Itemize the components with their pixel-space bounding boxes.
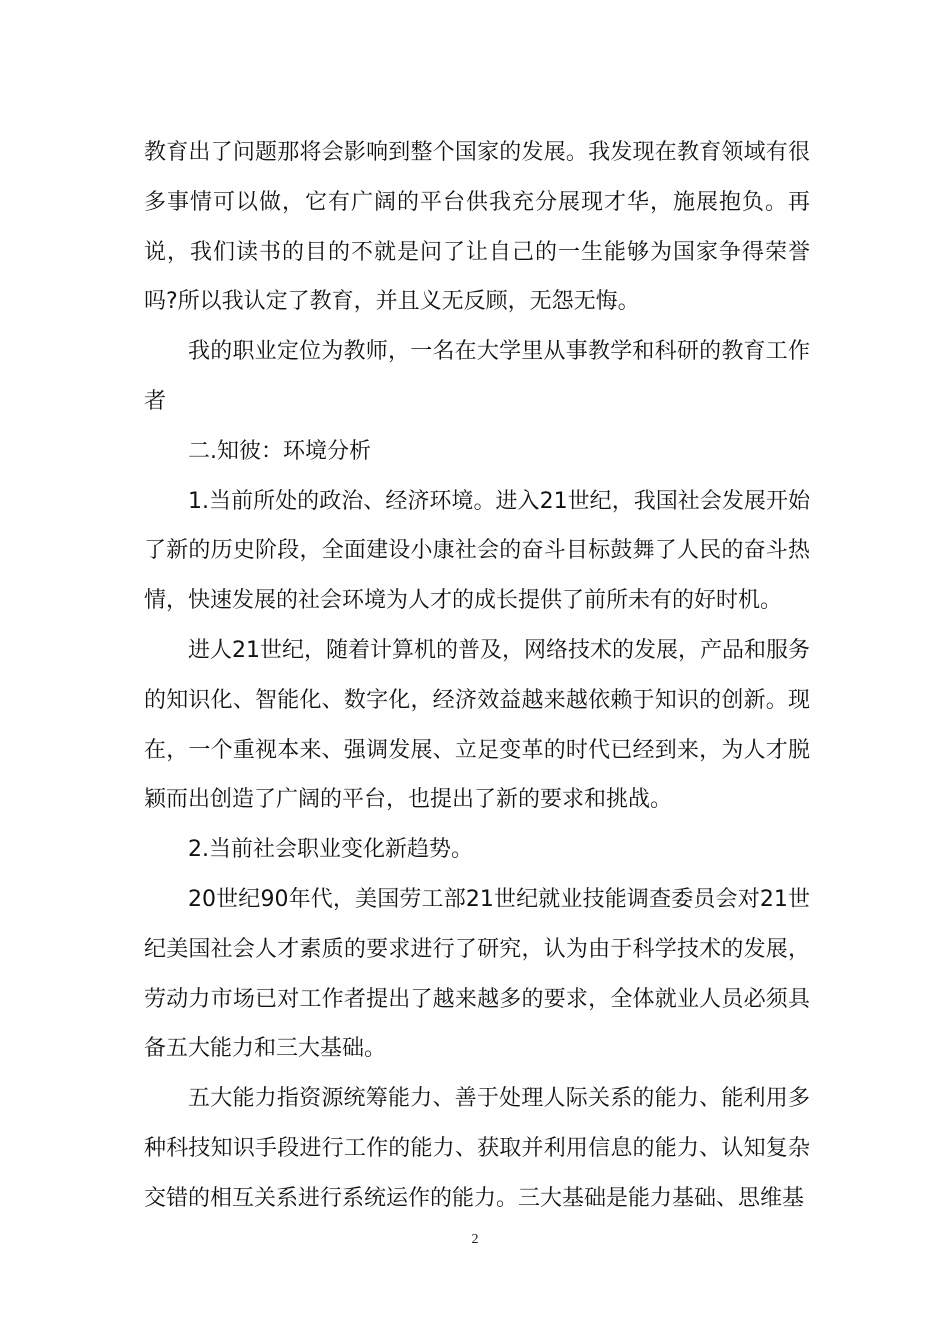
paragraph-3: 1.当前所处的政治、经济环境。进入21世纪，我国社会发展开始了新的历史阶段，全面建设小康社会的奋斗目标鼓舞了人民的奋斗热情，快速发展的社会环境为人才的成长提供了前所未有的好时机。 bbox=[144, 488, 810, 614]
page-number: 2 bbox=[471, 1232, 479, 1247]
body-text bbox=[144, 128, 810, 1224]
paragraph-2: 我的职业定位为教师，一名在大学里从事教学和科研的教育工作者 bbox=[144, 339, 810, 414]
paragraph-4: 进人21世纪，随着计算机的普及，网络技术的发展，产品和服务的知识化、智能化、数字化，经济效益越来越依赖于知识的创新。现在，一个重视本来、强调发展、立足变革的时代已经到来，为人才脱颖而出创造了广阔的平台，也提出了新的要求和挑战。 bbox=[144, 637, 810, 813]
section-heading: 二.知彼：环境分析 bbox=[188, 438, 371, 464]
paragraph-7: 五大能力指资源统筹能力、善于处理人际关系的能力、能利用多种科技知识手段进行工作的能力、获取并利用信息的能力、认知复杂交错的相互关系进行系统运作的能力。三大基础是能力基础、思维基 bbox=[144, 1086, 810, 1211]
paragraph-6: 20世纪90年代，美国劳工部21世纪就业技能调查委员会对21世纪美国社会人才素质的要求进行了研究，认为由于科学技术的发展，劳动力市场已对工作者提出了越来越多的要求，全体就业人员必须具备五大能力和三大基础。 bbox=[144, 886, 810, 1062]
paragraph-5: 2.当前社会职业变化新趋势。 bbox=[188, 837, 473, 863]
paragraph-1: 教育出了问题那将会影响到整个国家的发展。我发现在教育领域有很多事情可以做，它有广阔的平台供我充分展现才华，施展抱负。再说，我们读书的目的不就是问了让自己的一生能够为国家争得荣誉吗?所以我认定了教育，并且义无反顾，无怨无悔。 bbox=[144, 140, 810, 315]
